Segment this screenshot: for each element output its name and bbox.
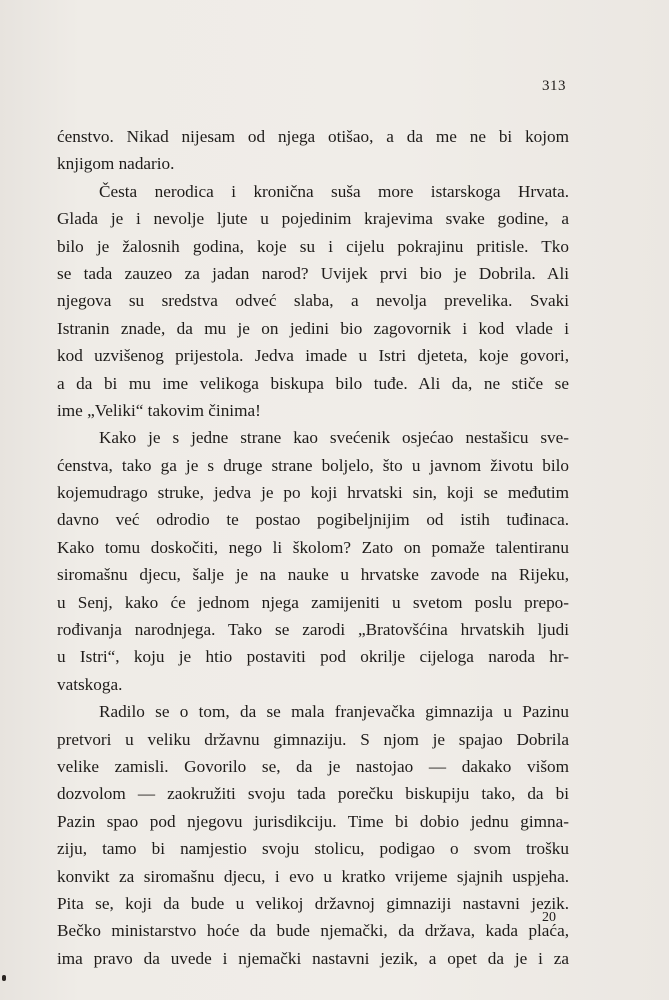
text-line: ima pravo da uvede i njemački nastavni jezik, a opet da je i za [57, 948, 569, 968]
text-line: Česta nerodica i kronična suša more istarskoga Hrvata. [99, 181, 569, 201]
text-line: kod uzvišenog prijestola. Jedva imade u Istri djeteta, koje govori, [57, 346, 569, 366]
text-line: ćenstvo. Nikad nijesam od njega otišao, a da me ne bi kojom [57, 127, 569, 146]
text-line: Istranin znade, da mu je on jedini bio zagovornik i kod vlade i [57, 318, 569, 338]
text-line: Bečko ministarstvo hoće da bude njemački, da država, kada plaća, [57, 921, 569, 941]
text-line: dozvolom — zaokružiti svoju tada porečku biskupiju tako, da bi [57, 784, 569, 804]
text-line: kojemudrago struke, jedva je po koji hrvatski sin, koji se međutim [57, 483, 569, 503]
text-line: Glada je i nevolje ljute u pojedinim krajevima svake godine, a [57, 209, 569, 229]
body-text [57, 123, 569, 972]
text-line: ime „Veliki“ takovim činima! [57, 400, 261, 420]
text-line: pretvori u veliku državnu gimnaziju. S njom je spajao Dobrila [57, 729, 569, 749]
margin-speck [2, 975, 6, 981]
text-line: Pazin spao pod njegovu jurisdikciju. Time bi dobio jednu gimna- [57, 811, 569, 831]
signature-mark: 20 [542, 910, 556, 925]
text-line: se tada zauzeo za jadan narod? Uvijek prvi bio je Dobrila. Ali [57, 263, 569, 283]
text-line: velike zamisli. Govorilo se, da je nastojao — dakako višom [57, 756, 569, 776]
text-line: knjigom nadario. [57, 154, 175, 174]
text-line: Kako je s jedne strane kao svećenik osjećao nestašicu sve- [99, 428, 569, 448]
text-line: konvikt za siromašnu djecu, i evo u kratko vrijeme sjajnih uspjeha. [57, 866, 569, 886]
page-number: 313 [542, 78, 566, 94]
text-line: vatskoga. [57, 674, 123, 694]
text-line: davno već odrodio te postao pogibeljnijim od istih tuđinaca. [57, 510, 569, 530]
text-line: Radilo se o tom, da se mala franjevačka gimnazija u Pazinu [99, 702, 569, 722]
text-line: rođivanja narodnjega. Tako se zarodi „Bratovšćina hrvatskih ljudi [57, 620, 569, 640]
text-line: Pita se, koji da bude u velikoj državnoj gimnaziji nastavni jezik. [57, 893, 569, 913]
text-line: Kako tomu doskočiti, nego li školom? Zato on pomaže talentiranu [57, 537, 569, 557]
text-line: siromašnu djecu, šalje je na nauke u hrvatske zavode na Rijeku, [57, 565, 569, 585]
text-line: u Istri“, koju je htio postaviti pod okrilje cijeloga naroda hr- [57, 647, 569, 667]
text-line: njegova su sredstva odveć slaba, a nevolja prevelika. Svaki [57, 291, 569, 311]
text-line: u Senj, kako će jednom njega zamijeniti u svetom poslu prepo- [57, 592, 569, 612]
text-line: ćenstva, tako ga je s druge strane boljelo, što u javnom životu bilo [57, 455, 569, 475]
text-line: bilo je žalosnih godina, koje su i cijelu pokrajinu pritisle. Tko [57, 236, 569, 256]
text-line: ziju, tamo bi namjestio svoju stolicu, podigao o svom trošku [57, 839, 569, 859]
text-line: a da bi mu ime velikoga biskupa bilo tuđe. Ali da, ne stiče se [57, 373, 569, 393]
